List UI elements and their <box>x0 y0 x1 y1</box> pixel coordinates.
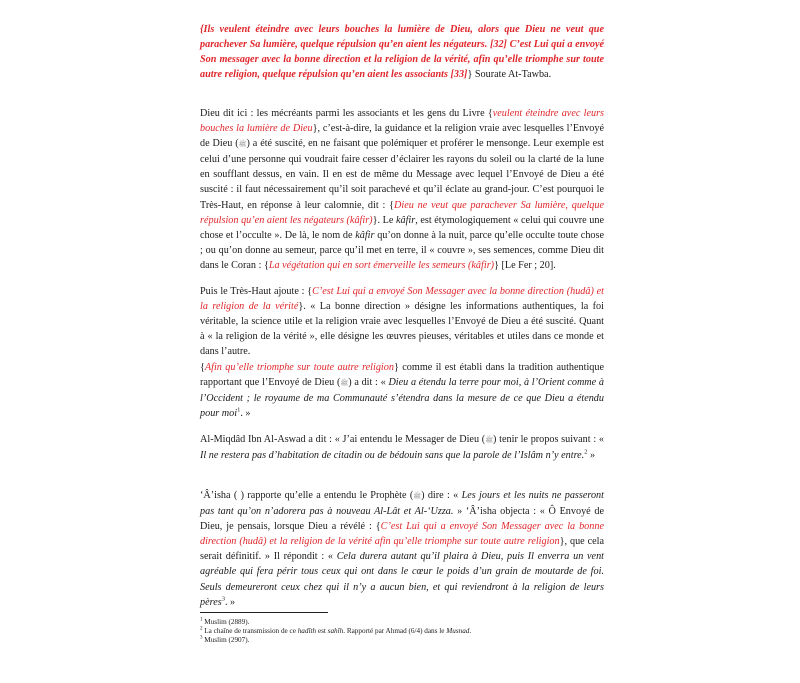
text-span: qu’on donne à la nuit, parce qu’elle occulte toute chose ; ou qu’on donne au semeur, parce qu’il met en terre, il « couvre », ses semences, comme Dieu dit dans le Coran : { <box>200 229 605 271</box>
footnote-number: 1 <box>200 617 203 623</box>
brace-open: { <box>200 24 204 35</box>
term-kafir: kâfir <box>395 214 416 226</box>
quran-quote: Dieu ne veut que parachever Sa lumière, quelque répulsion qu’en aient les négateurs (kâfir) <box>200 199 604 226</box>
paragraph-triumph <box>200 360 604 421</box>
text-span: Dieu dit ici : les mécréants parmi les associants et les gens du Livre { <box>200 108 493 119</box>
footnote-text: . <box>469 627 472 635</box>
quran-quote: Afin qu’elle triomphe sur toute autre religion <box>204 362 394 373</box>
hadith-quote: Il ne restera pas d’habitation de citadin ou de bédouin sans que la parole de l’Islâm n’y entre. <box>200 450 585 462</box>
text-span: { <box>200 362 205 373</box>
term-hadith: hadîth <box>297 627 317 635</box>
text-span: }, c’est-à-dire, la guidance et la religion vraie avec lesquelles l’Envoyé de Dieu ( <box>200 123 604 150</box>
footnote-3 <box>200 636 604 645</box>
text-span: Puis le Très-Haut ajoute : { <box>200 286 313 297</box>
quran-quote: C’est Lui qui a envoyé Son Messager avec la bonne direction (hudâ) et la religion de la vérité afin qu’elle triomphe sur toute autre religion <box>200 521 604 548</box>
hadith-quote: Dieu a étendu la terre pour moi, à l’Orient comme à l’Occident ; le royaume de ma Communauté s’étendra dans la mesure de ce que Dieu a étendu pour moi <box>200 377 605 420</box>
footnote-number: 2 <box>200 626 203 632</box>
text-span: ) a dit : « <box>348 377 389 389</box>
quran-quote: La végétation qui en sort émerveille les semeurs (kâfir) <box>268 259 495 271</box>
footnote-ref[interactable]: 3 <box>221 595 225 603</box>
term-kafir: kâfir <box>355 229 375 241</box>
text-span: }, que cela serait définitif. » Il répondit : « <box>200 536 605 563</box>
footnote-text: Muslim (2907). <box>202 636 250 644</box>
brace-close: } <box>467 69 473 81</box>
text-span: . » <box>224 596 236 608</box>
footnote-ref[interactable]: 2 <box>584 448 588 456</box>
quran-epigraph <box>200 22 604 82</box>
paragraph-direction <box>200 284 604 359</box>
footnote-2 <box>200 627 604 636</box>
text-span: » ‘Â’isha objecta : « Ô Envoyé de Dieu, je pensais, lorsque Dieu a révélé : { <box>200 506 605 533</box>
footnote-text: . Rapporté par Ahmad (6/4) dans le <box>343 627 447 635</box>
salutation-glyph: ﷺ <box>413 493 422 500</box>
text-span: » <box>587 450 596 462</box>
quran-quote: Ils veulent éteindre avec leurs bouches la lumière de Dieu, alors que Dieu ne veut que parachever Sa lumière, quelque répulsion qu’en aient les négateurs. [32] C’est Lui qui a envoyé Son messager avec la bonne direction et la religion de la vérité, afin qu’elle triomphe sur toute autre religion, quelque répulsion qu’en aient les associants [33] <box>200 24 604 81</box>
text-span: . » <box>240 408 251 420</box>
text-span: ) tenir le propos suivant : « <box>493 434 605 445</box>
footnote-text: est <box>316 627 328 635</box>
text-span: }. « La bonne direction » désigne les informations authentiques, la foi véritable, la science utile et la religion vraie avec lesquelles l’Envoyé de Dieu a été suscité. Quant à « la religion de la vérité », elle désigne les œuvres pieuses, véritables et utiles dans ce monde et dans l’autre. <box>200 301 604 358</box>
footnote-divider <box>200 612 328 613</box>
paragraph-commentary <box>200 106 604 273</box>
quran-quote: C’est Lui qui a envoyé Son Messager avec la bonne direction (hudâ) et la religion de la vérité <box>200 286 604 313</box>
footnote-text: Muslim (2889). <box>202 618 250 626</box>
salutation-glyph: ﷺ <box>238 141 247 149</box>
text-span: } [Le Fer ; 20]. <box>494 259 556 271</box>
term-sahih: sahîh <box>327 627 344 635</box>
text-span: Al-Miqdâd Ibn Al-Aswad a dit : « J’ai entendu le Messager de Dieu ( <box>200 434 486 445</box>
footnote-number: 3 <box>200 635 203 641</box>
text-span: ) dire : « <box>421 490 462 501</box>
salutation-glyph: ﷺ <box>485 437 494 444</box>
paragraph-miqdad <box>200 432 604 463</box>
text-span: , est étymologiquement « celui qui couvre une chose et l’occulte ». De là, le nom de <box>200 214 605 241</box>
text-span: ‘Â’isha ( ) rapporte qu’elle a entendu le Prophète ( <box>200 490 414 501</box>
term-musnad: Musnad <box>446 627 470 635</box>
footnote-ref[interactable]: 1 <box>237 406 241 414</box>
text-span: ) a été suscité, en ne faisant que polémiquer et proférer le mensonge. Leur exemple est celui d’une personne qui voudrait faire cesser d’éclairer les rayons du soleil ou la clarté de la lune en soufflant dessus, en vain. Il en est de même du Message avec lequel l’Envoyé de Dieu a été suscité : il faut nécessairement qu’il soit parachevé et qu’il éclate au grand-jour. C’est pourquoi le Très-Haut, en réponse à leur calomnie, dit : { <box>200 138 605 211</box>
footnote-1 <box>200 618 604 627</box>
surah-source: Sourate At-Tawba. <box>474 69 552 81</box>
footnote-text: La chaîne de transmission de ce <box>202 627 298 635</box>
quran-quote: veulent éteindre avec leurs bouches la lumière de Dieu <box>200 108 605 135</box>
hadith-quote: Cela durera autant qu’il plaira à Dieu, puis Il enverra un vent agréable qui fera périr tous ceux qui ont dans le cœur le poids d’un grain de moutarde de foi. Seuls demeureront ceux chez qui il n’y a aucun bien, et qui reviendront à la religion de leurs pères <box>200 551 604 608</box>
salutation-glyph: ﷺ <box>340 380 349 388</box>
paragraph-aisha <box>200 488 604 610</box>
text-span: }. Le <box>372 214 396 226</box>
text-span: } comme il est établi dans la tradition authentique rapportant que l’Envoyé de Dieu ( <box>200 362 604 389</box>
hadith-quote: Les jours et les nuits ne passeront pas tant qu’on n’adorera pas à nouveau Al-Lât et Al-‘Uzza. <box>200 490 604 518</box>
